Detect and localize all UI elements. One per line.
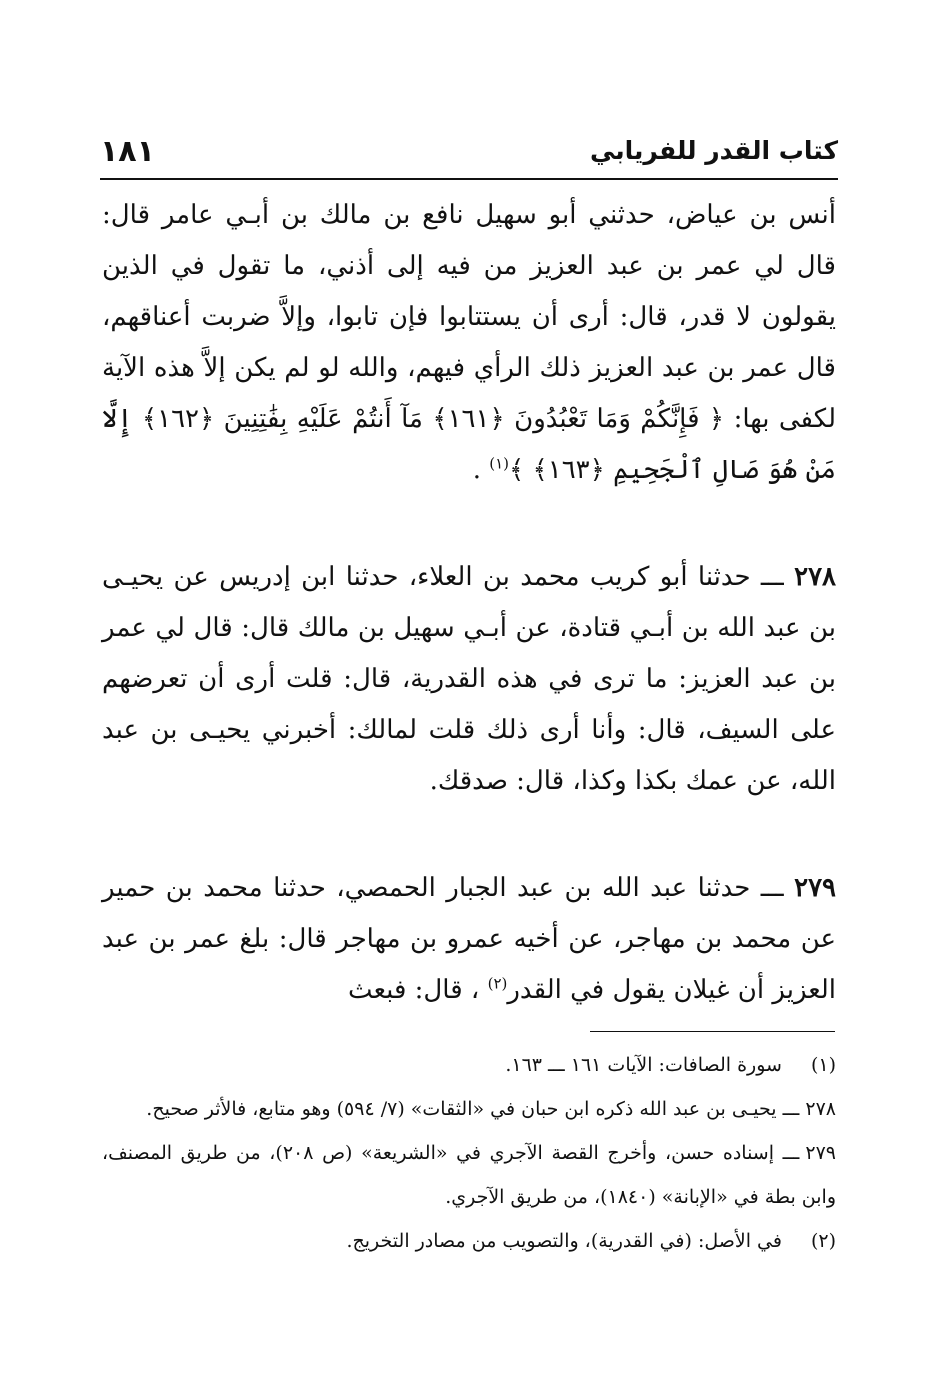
footnote-mark: (٢)	[810, 1230, 836, 1252]
header-divider	[100, 178, 838, 180]
footnote-text: في الأصل: (في القدرية)، والتصويب من مصادر التخريج.	[346, 1230, 782, 1252]
footnote-text: يحيـى بن عبد الله ذكره ابن حبان في «الثقات» (٧/ ٥٩٤) وهو متابع، فالأثر صحيح.	[146, 1098, 777, 1120]
footnotes-section	[102, 1043, 836, 1263]
paragraph-continuation	[102, 190, 836, 496]
footnote-mark: (١)	[810, 1054, 836, 1076]
narration-text: ـــ حدثنا أبو كريب محمد بن العلاء، حدثنا ابن إدريس عن يحيـى بن عبد الله بن أبـي قتادة، عن أبـي سهيل بن مالك قال: قال لي عمر بن عبد العزيز: ما ترى في هذه القدرية، قال: قلت أرى أن تعرضهم على السيف، قال: وأنا أرى ذلك قلت لمالك: أخبرني يحيـى بن عبد الله، عن عمك بكذا وكذا، قال: صدقك.	[102, 562, 836, 796]
footnote-text: إسناده حسن، وأخرج القصة الآجري في «الشريعة» (ص ٢٠٨)، من طريق المصنف، وابن بطة في «الإبانة» (١٨٤٠)، من طريق الآجري.	[102, 1142, 836, 1208]
narration-279	[102, 863, 836, 1016]
narration-number: ٢٧٨	[794, 562, 837, 592]
narration-number: ٢٧٩	[794, 873, 837, 903]
footnote-reference[interactable]: (١)	[489, 454, 510, 473]
paragraph-end: .	[472, 455, 481, 485]
footnote-item	[102, 1219, 836, 1263]
footnote-text: سورة الصافات: الآيات ١٦١ ـــ ١٦٣.	[505, 1054, 782, 1076]
narration-278	[102, 552, 836, 807]
footnote-mark: ٢٧٩ ـــ	[782, 1142, 837, 1164]
narration-text: ـــ حدثنا عبد الله بن عبد الجبار الحمصي، حدثنا محمد بن حمير عن محمد بن مهاجر، عن أخيه عمرو بن مهاجر قال: بلغ عمر بن عبد العزيز أن غيلان يقول في القدر	[102, 873, 836, 1005]
footnote-item	[102, 1131, 836, 1219]
footnote-mark: ٢٧٨ ـــ	[782, 1098, 836, 1120]
page-number: ١٨١	[100, 134, 155, 169]
running-title: كتاب القدر للفريابي	[589, 136, 838, 165]
main-text	[102, 190, 836, 1016]
paragraph-text: أنس بن عياض، حدثني أبو سهيل نافع بن مالك بن أبـي عامر قال: قال لي عمر بن عبد العزيز من فيه إلى أذني، ما تقول في الذين يقولون لا قدر، قال: أرى أن يستتابوا فإن تابوا، وإلاَّ ضربت أعناقهم، قال عمر بن عبد العزيز ذلك الرأي فيهم، والله لو لم يكن إلاَّ هذه الآية لكفى بها:	[102, 200, 836, 434]
footnote-item	[102, 1087, 836, 1131]
footnote-item	[102, 1043, 836, 1087]
page-header	[100, 134, 838, 176]
narration-text-end: ، قال: فبعث	[348, 975, 480, 1005]
footnote-reference[interactable]: (٢)	[487, 974, 508, 993]
quran-verse: ﴿ فَإِنَّكُمْ وَمَا تَعْبُدُونَ ﴿١٦١﴾ مَآ أَنتُمْ عَلَيْهِ بِفَٰتِنِينَ ﴿١٦٢﴾ إِلَّا مَنْ هُوَ صَالِ ٱلْجَحِيمِ ﴿١٦٣﴾ ﴾	[102, 404, 836, 485]
footnote-divider	[590, 1031, 835, 1032]
